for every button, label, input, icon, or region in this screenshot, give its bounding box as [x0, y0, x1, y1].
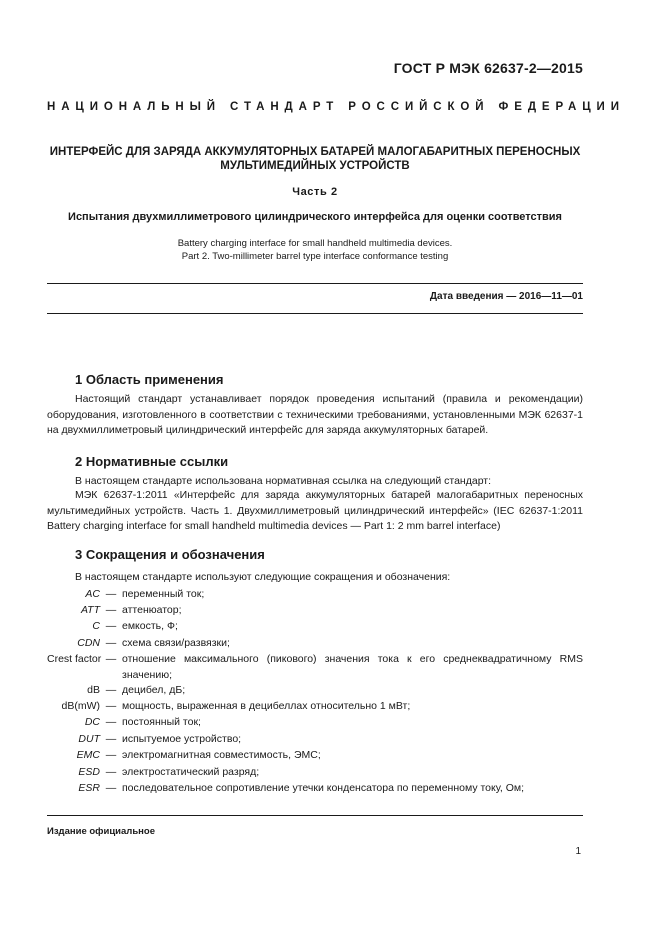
document-subtitle: Испытания двухмиллиметрового цилиндрического интерфейса для оценки соответствия: [68, 211, 562, 223]
edition-label: Издание официальное: [47, 826, 155, 837]
abbreviation-dash: —: [105, 749, 117, 761]
abbreviation-definition: испытуемое устройство;: [122, 733, 242, 745]
abbreviation-row: [47, 603, 583, 619]
abbreviation-term: CDN: [77, 637, 100, 649]
section-1-text-body: Настоящий стандарт устанавливает порядок проведения испытаний (правила и рекомендации) оборудования, изготовленного в соответствии с техническими требованиями, установленными МЭК 62637-1 на двухмиллиметровый цилиндрический интерфейс для заряда аккумуляторных батарей.: [47, 393, 583, 436]
intro-date: Дата введения — 2016—11—01: [429, 291, 583, 302]
abbreviation-definition: схема связи/развязки;: [122, 637, 230, 649]
abbreviation-definition: электромагнитная совместимость, ЭМС;: [122, 749, 321, 761]
abbreviation-row: [47, 748, 583, 764]
page-number: 1: [575, 846, 581, 857]
section-2-reference: [47, 488, 583, 535]
abbreviation-definition: децибел, дБ;: [122, 684, 186, 696]
date-divider: [47, 313, 583, 314]
abbreviation-row: [47, 732, 583, 748]
abbreviation-definition: аттенюатор;: [122, 604, 182, 616]
abbreviation-dash: —: [105, 733, 117, 745]
abbreviation-dash: —: [105, 637, 117, 649]
abbreviation-row: [47, 587, 583, 603]
footer-divider: [47, 815, 583, 816]
section-1-text: [47, 392, 583, 439]
abbreviation-dash: —: [105, 766, 117, 778]
section-3-heading: 3 Сокращения и обозначения: [75, 547, 265, 562]
section-2-reference-body: МЭК 62637-1:2011 «Интерфейс для заряда аккумуляторных батарей малогабаритных переносных мультимедийных устройств. Часть 1. Двухмиллиметровый цилиндрический интерфейс» (IEC 62637-1:2011 Battery charging interface for small handheld multimedia devices — Part 1: 2 mm barrel interface): [47, 489, 583, 532]
abbreviation-term: ATT: [80, 604, 100, 616]
english-title-line1: Battery charging interface for small handheld multimedia devices.: [177, 238, 453, 249]
part-label: Часть 2: [292, 186, 338, 198]
abbreviation-term: DUT: [78, 733, 100, 745]
abbreviation-dash: —: [105, 700, 117, 712]
abbreviation-definition: емкость, Ф;: [122, 620, 178, 632]
abbreviation-term: ESD: [78, 766, 100, 778]
section-2-heading: 2 Нормативные ссылки: [75, 454, 229, 469]
abbreviation-row: [47, 699, 583, 715]
abbreviation-term: dB: [87, 684, 100, 696]
english-title-line2: Part 2. Two-millimeter barrel type interface conformance testing: [181, 250, 449, 262]
abbreviation-dash: —: [105, 620, 117, 632]
abbreviation-row: [47, 652, 583, 683]
abbreviation-dash: —: [105, 782, 117, 794]
abbreviation-dash: —: [105, 653, 117, 665]
abbreviation-term: ESR: [78, 782, 100, 794]
abbreviation-dash: —: [105, 604, 117, 616]
abbreviation-term: Crest factor: [47, 653, 102, 665]
abbreviation-dash: —: [105, 716, 117, 728]
abbreviation-row: [47, 619, 583, 635]
abbreviation-dash: —: [105, 684, 117, 696]
abbreviation-term: C: [92, 620, 100, 632]
abbreviation-definition: последовательное сопротивление утечки конденсатора по переменному току, Ом;: [122, 782, 525, 794]
abbreviation-term: DC: [84, 716, 100, 728]
document-title: ИНТЕРФЕЙС ДЛЯ ЗАРЯДА АККУМУЛЯТОРНЫХ БАТАРЕЙ МАЛОГАБАРИТНЫХ ПЕРЕНОСНЫХ МУЛЬТИМЕДИЙНЫХ УСТРОЙСТВ: [49, 146, 581, 172]
section-2-intro: В настоящем стандарте использована нормативная ссылка на следующий стандарт:: [75, 475, 492, 487]
title-divider: [47, 283, 583, 284]
abbreviation-row: [47, 765, 583, 781]
abbreviation-definition: электростатический разряд;: [122, 766, 260, 778]
abbreviation-definition: отношение максимального (пикового) значения тока к его среднеквадратичному RMS значению;: [122, 653, 583, 681]
abbreviation-row: [47, 715, 583, 731]
english-title: [47, 238, 583, 263]
abbreviation-row: [47, 781, 583, 797]
abbreviation-definition: постоянный ток;: [122, 716, 201, 728]
section-3-intro: В настоящем стандарте используют следующие сокращения и обозначения:: [75, 571, 451, 583]
national-standard-title: НАЦИОНАЛЬНЫЙ СТАНДАРТ РОССИЙСКОЙ ФЕДЕРАЦИИ: [47, 101, 625, 113]
abbreviation-dash: —: [105, 588, 117, 600]
abbreviation-definition: переменный ток;: [122, 588, 205, 600]
abbreviation-row: [47, 683, 583, 699]
abbreviation-term: dB(mW): [61, 700, 100, 712]
abbreviation-definition: мощность, выраженная в децибеллах относительно 1 мВт;: [122, 700, 411, 712]
standard-code: ГОСТ Р МЭК 62637-2—2015: [393, 60, 583, 76]
section-1-heading: 1 Область применения: [75, 372, 224, 387]
abbreviation-term: AC: [85, 588, 100, 600]
abbreviation-row: [47, 636, 583, 652]
abbreviation-term: EMC: [76, 749, 100, 761]
